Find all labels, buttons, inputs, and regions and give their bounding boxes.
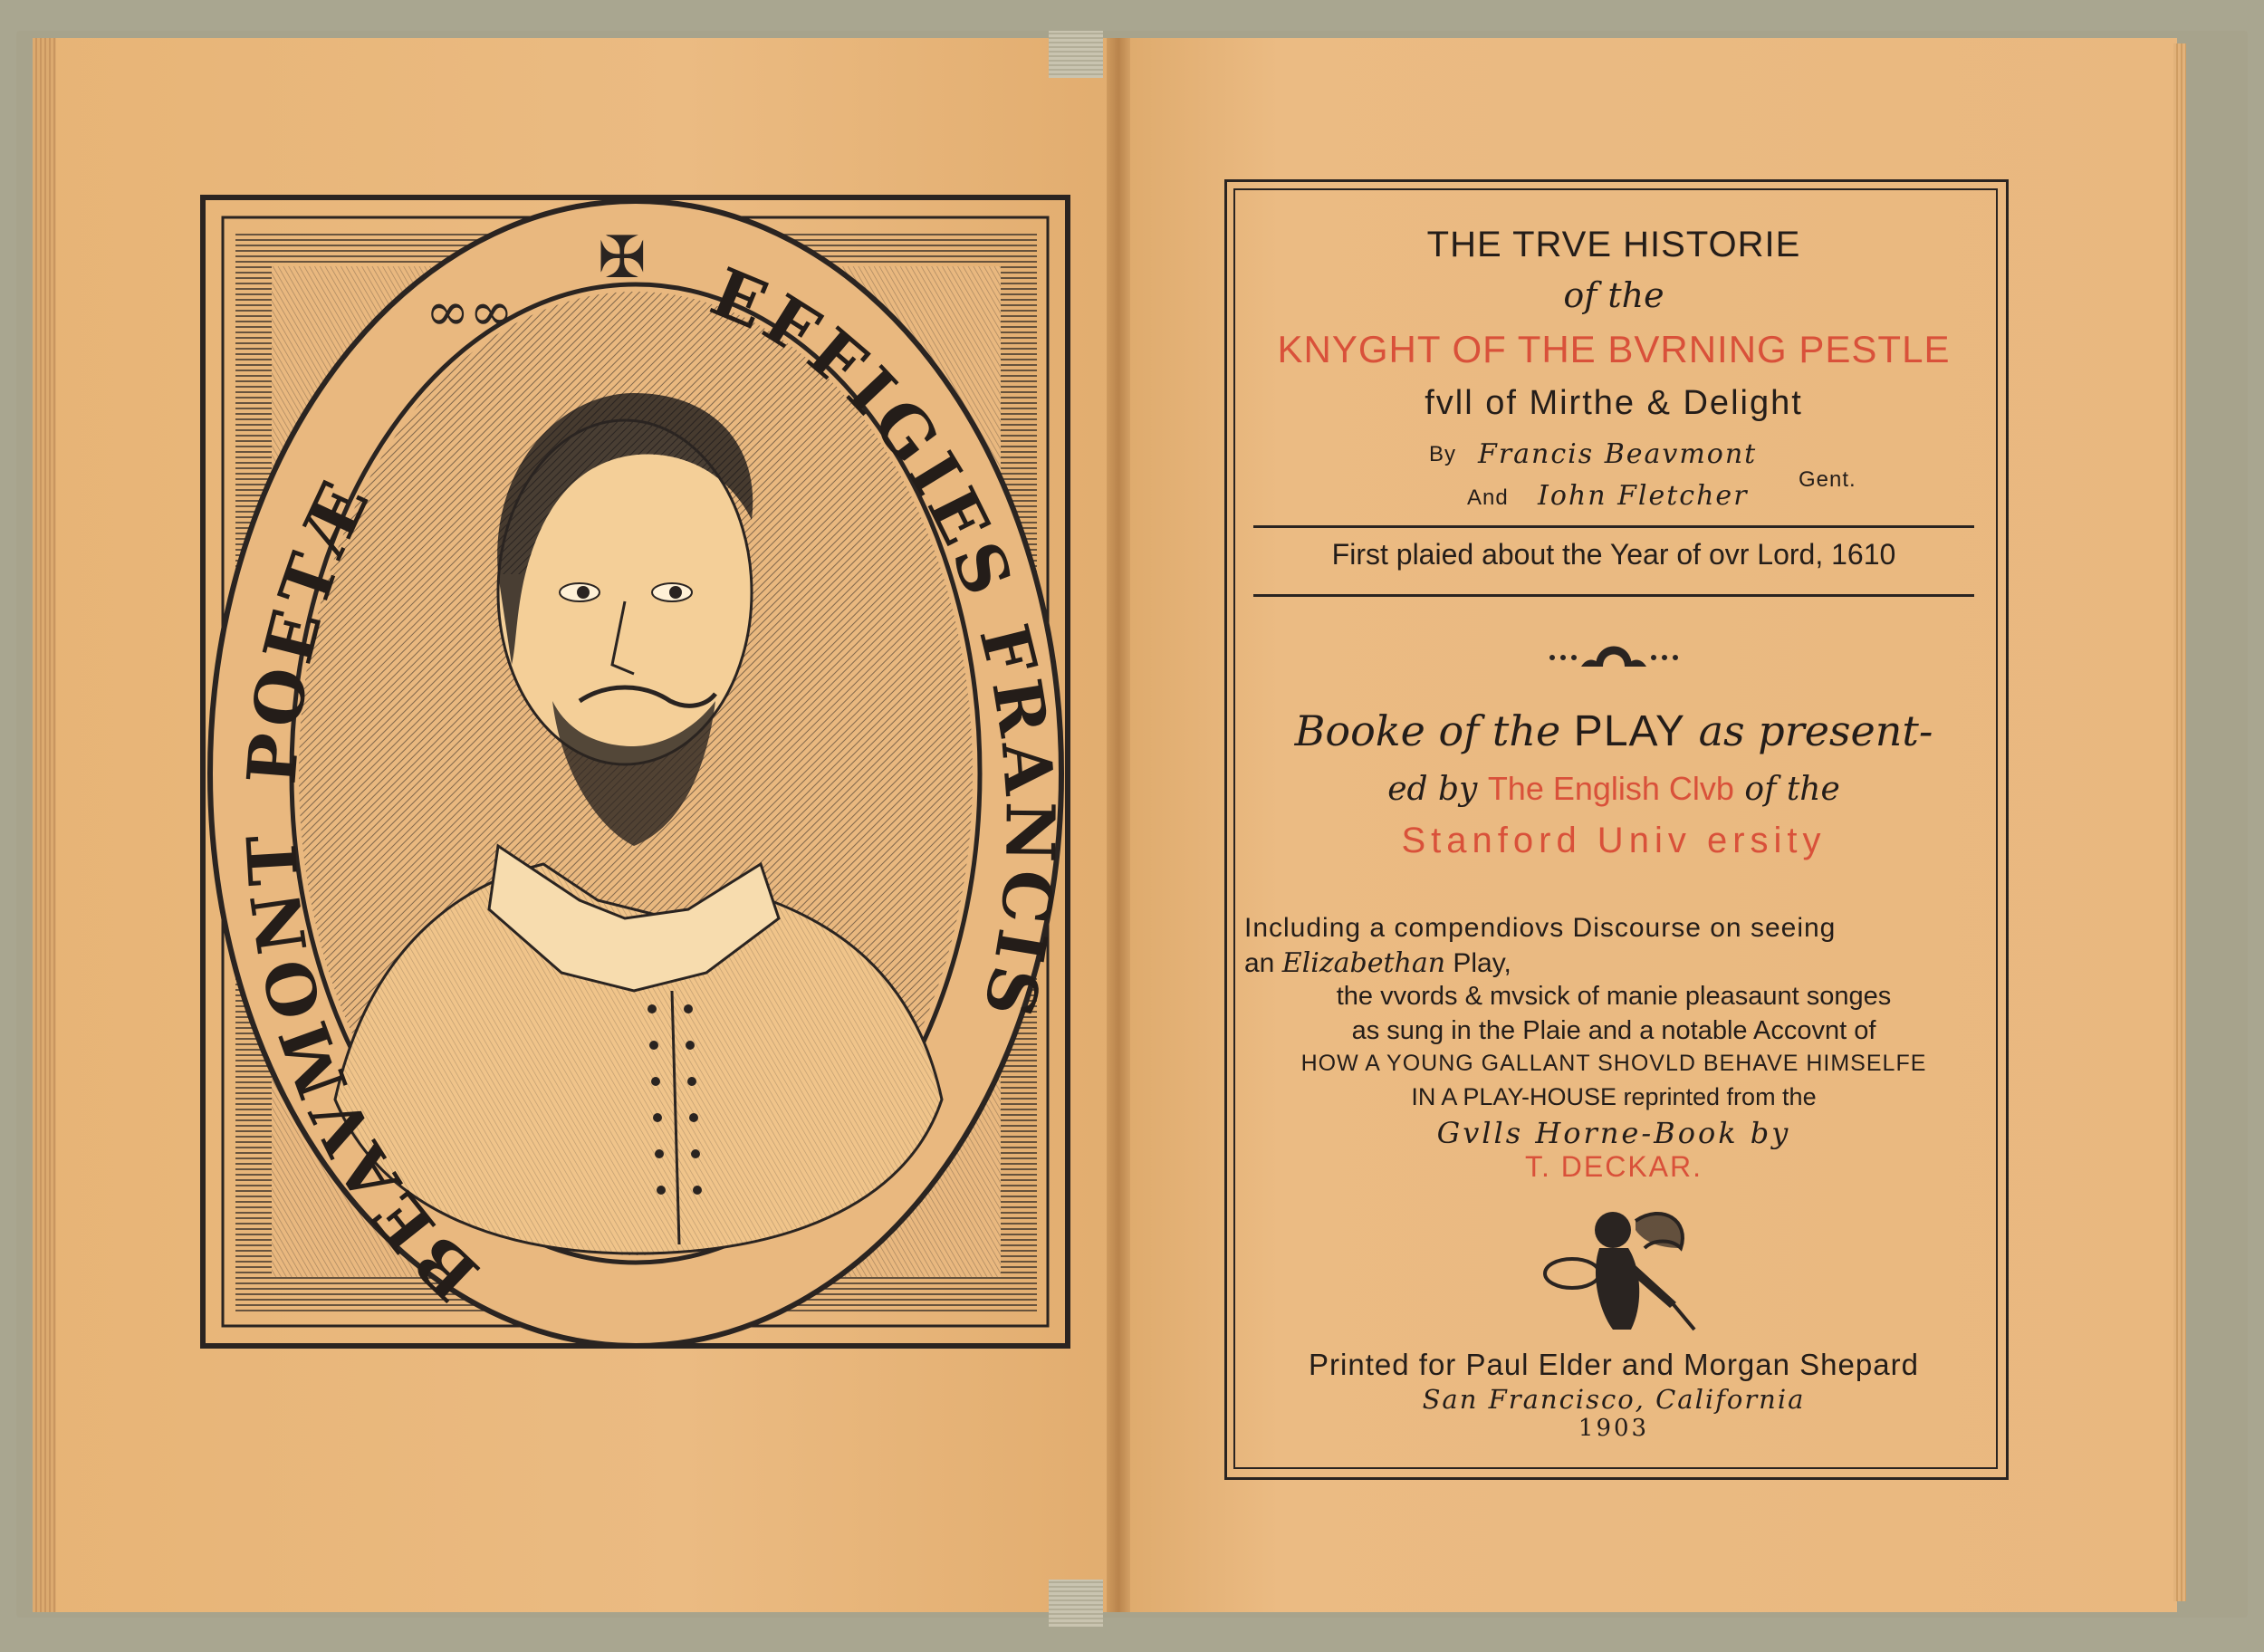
rule-bottom: [1253, 594, 1974, 597]
including-line-6: IN A PLAY-HOUSE reprinted from the: [1411, 1083, 1817, 1110]
svg-text:EFFIGIES FRANCIS: [701, 254, 1069, 1030]
booke-line-2c: of the: [1733, 771, 1840, 808]
author-1: Francis Beavmont: [1478, 438, 1758, 470]
including-line-8: T. DECKAR.: [1524, 1150, 1703, 1183]
booke-line-2b: The English Clvb: [1487, 770, 1734, 807]
booke-line-2: [1233, 770, 1994, 808]
title-line-3: KNYGHT OF THE BVRNING PESTLE: [1277, 328, 1951, 370]
printed-year: 1903: [1578, 1415, 1650, 1442]
book-gutter: [1107, 38, 1130, 1612]
svg-text:∞∞: ∞∞: [426, 281, 513, 342]
including-line-2: [1244, 947, 1511, 979]
booke-line-1c: as present-: [1684, 706, 1933, 755]
author-by: By: [1429, 442, 1457, 466]
booke-line-3: Stanford Univ ersity: [1401, 821, 1827, 860]
band-text-effigies: EFFIGIES FRANCIS: [700, 253, 1069, 1030]
svg-text:BEAVMONT: [233, 828, 494, 1315]
right-page-edge: [2173, 43, 2186, 1601]
printed-line-2: San Francisco, California: [1422, 1384, 1806, 1415]
including-line-2b: Elizabethan: [1281, 947, 1446, 979]
including-line-7: Gvlls Horne-Book by: [1436, 1116, 1791, 1150]
including-line-4: as sung in the Plaie and a notable Accovnt of: [1351, 1016, 1876, 1045]
svg-text:✠: ✠: [598, 225, 647, 292]
title-line-2: of the: [1563, 275, 1664, 315]
gent-label: Gent.: [1799, 467, 1856, 492]
band-text-poetae: POETÆ: [233, 466, 388, 787]
title-line-1: THE TRVE HISTORIE: [1426, 225, 1801, 264]
fleuron-ornament: [1541, 630, 1686, 685]
including-line-3: the vvords & mvsick of manie pleasaunt songes: [1336, 982, 1892, 1011]
portrait-band-lettering: [199, 194, 1073, 1351]
band-text-beaumont: BEAVMONT: [232, 827, 494, 1315]
left-page-edge: [33, 38, 56, 1612]
printed-line-1: Printed for Paul Elder and Morgan Shepard: [1309, 1348, 1919, 1381]
binding-tape-bottom: [1049, 1580, 1103, 1627]
including-line-5: HOW A YOUNG GALLANT SHOVLD BEHAVE HIMSELFE: [1300, 1051, 1927, 1076]
title-line-4: fvll of Mirthe & Delight: [1425, 384, 1803, 422]
binding-tape-top: [1049, 31, 1103, 78]
cherub-illustration: [1527, 1194, 1699, 1348]
author-and: And: [1467, 485, 1509, 510]
svg-text:POETÆ: [233, 466, 387, 787]
first-played-line: First plaied about the Year of ovr Lord, 1610: [1331, 538, 1896, 571]
portrait-plate: [199, 194, 1073, 1351]
including-line-2c: Play,: [1445, 948, 1511, 978]
booke-line-1b: PLAY: [1573, 707, 1685, 755]
booke-line-2a: ed by: [1387, 771, 1488, 808]
booke-line-1a: Booke of the: [1294, 706, 1574, 755]
including-line-1: Including a compendiovs Discourse on seeing: [1244, 913, 1837, 943]
rule-top: [1253, 525, 1974, 528]
author-2: Iohn Fletcher: [1538, 480, 1749, 512]
booke-line-1: [1233, 706, 1994, 756]
including-line-2a: an: [1244, 948, 1282, 978]
